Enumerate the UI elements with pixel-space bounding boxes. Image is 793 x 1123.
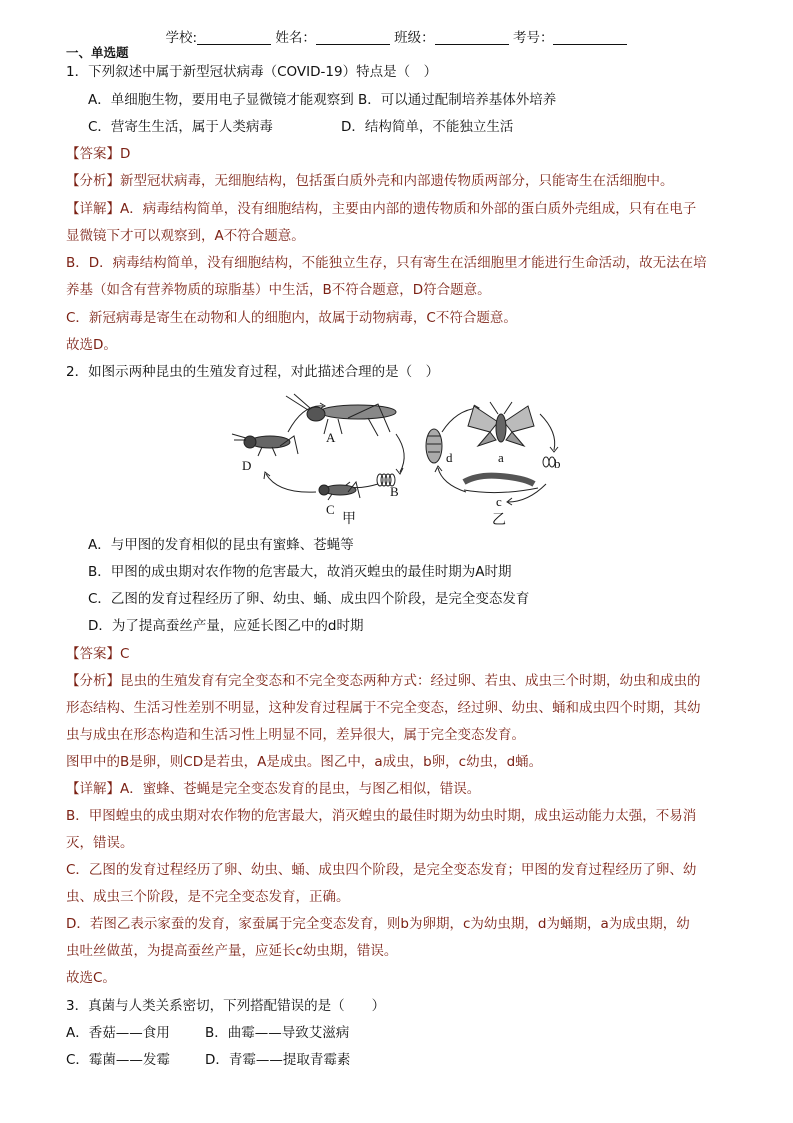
- q3-option-b: B．曲霉——导致艾滋病: [205, 1025, 350, 1041]
- q1-option-d: D．结构简单，不能独立生活: [341, 119, 514, 135]
- q2-detail-3: 灭，错误。: [66, 835, 134, 851]
- q3-option-a: A．香菇——食用: [66, 1025, 170, 1041]
- name-label: 姓名：: [275, 30, 316, 46]
- q2-option-a: A．与甲图的发育相似的昆虫有蜜蜂、苍蝇等: [88, 537, 354, 553]
- figure-jia: [232, 394, 404, 500]
- q1-analysis: 【分析】新型冠状病毒，无细胞结构，包括蛋白质外壳和内部遗传物质两部分，只能寄生在活细胞中。: [66, 173, 674, 189]
- q2-detail-7: 虫吐丝做茧，为提高蚕丝产量，应延长c幼虫期，错误。: [66, 943, 398, 959]
- insect-lifecycle-figure: [228, 392, 568, 530]
- class-blank: [435, 30, 509, 45]
- q2-analysis-1: 【分析】昆虫的生殖发育有完全变态和不完全变态两种方式：经过卵、若虫、成虫三个时期，幼虫和成虫的: [66, 673, 701, 689]
- label-c-upper: C: [326, 502, 335, 517]
- q2-stem: 2．如图示两种昆虫的生殖发育过程，对此描述合理的是（ ）: [66, 364, 440, 380]
- exam-no-label: 考号：: [512, 30, 554, 46]
- q1-options-ab: A．单细胞生物，要用电子显微镜才能观察到 B．可以通过配制培养基体外培养: [88, 92, 557, 108]
- q1-detail-1: 【详解】A．病毒结构简单，没有细胞结构，主要由内部的遗传物质和外部的蛋白质外壳组成，只有在电子: [66, 201, 697, 217]
- q2-analysis-3: 虫与成虫在形态构造和生活习性上明显不同，差异很大，属于完全变态发育。: [66, 727, 525, 743]
- label-jia: 甲: [342, 512, 356, 527]
- exam-no-blank: [553, 30, 627, 45]
- cycle-arrow: [396, 434, 404, 472]
- label-d-lower: d: [446, 450, 453, 465]
- larva-c: [464, 476, 538, 493]
- q2-option-d: D．为了提高蚕丝产量，应延长图乙中的d时期: [88, 618, 364, 634]
- q1-detail-2: 显微镜下才可以观察到，A不符合题意。: [66, 228, 305, 244]
- label-d-upper: D: [242, 458, 252, 473]
- q1-option-c: C．营寄生生活，属于人类病毒: [88, 119, 273, 135]
- q1-detail-4: 养基（如含有营养物质的琼脂基）中生活，B不符合题意，D符合题意。: [66, 282, 491, 298]
- q3-option-d: D．青霉——提取青霉素: [205, 1052, 351, 1068]
- q3-option-c: C．霉菌——发霉: [66, 1052, 170, 1068]
- cycle-arrow: [438, 468, 466, 492]
- label-a-lower: a: [498, 450, 504, 465]
- q2-detail-2: B．甲图蝗虫的成虫期对农作物的危害最大，消灭蝗虫的最佳时期为幼虫时期，成虫运动能力太强，不易消: [66, 808, 697, 824]
- adult-grasshopper-a: [286, 394, 396, 436]
- q1-stem: 1．下列叙述中属于新型冠状病毒（COVID-19）特点是（ ）: [66, 64, 438, 80]
- q2-analysis-4: 图甲中的B是卵，则CD是若虫，A是成虫。图乙中，a成虫，b卵，c幼虫，d蛹。: [66, 754, 543, 770]
- cycle-arrow: [540, 414, 555, 450]
- q1-detail-3: B．D．病毒结构简单，没有细胞结构，不能独立生存，只有寄生在活细胞里才能进行生命活动，故无法在培: [66, 255, 707, 271]
- q1-conclusion: 故选D。: [66, 337, 117, 353]
- q2-analysis-2: 形态结构、生活习性差别不明显，这种发育过程属于不完全变态，经过卵、幼虫、蛹和成虫四个时期，其幼: [66, 700, 701, 716]
- q2-detail-5: 虫、成虫三个阶段，是不完全变态发育，正确。: [66, 889, 350, 905]
- label-b-upper: B: [390, 484, 399, 499]
- q1-detail-5: C．新冠病毒是寄生在动物和人的细胞内，故属于动物病毒，C不符合题意。: [66, 310, 517, 326]
- adult-moth-a: [468, 402, 534, 446]
- school-blank: [197, 30, 271, 45]
- q1-answer: 【答案】D: [66, 146, 131, 162]
- q2-option-b: B．甲图的成虫期对农作物的危害最大，故消灭蝗虫的最佳时期为A时期: [88, 564, 512, 580]
- section-title: 一、单选题: [66, 45, 129, 60]
- q2-conclusion: 故选C。: [66, 970, 116, 986]
- name-blank: [316, 30, 390, 45]
- cycle-arrow: [266, 474, 316, 492]
- q2-detail-6: D．若图乙表示家蚕的发育，家蚕属于完全变态发育，则b为卵期，c为幼虫期，d为蛹期，a为成虫期，幼: [66, 916, 690, 932]
- q3-stem: 3．真菌与人类关系密切，下列搭配错误的是（ ）: [66, 998, 386, 1014]
- label-a-upper: A: [326, 430, 336, 445]
- label-b-lower: b: [554, 456, 561, 471]
- label-c-lower: c: [496, 494, 502, 509]
- q2-detail-4: C．乙图的发育过程经历了卵、幼虫、蛹、成虫四个阶段，是完全变态发育；甲图的发育过程经历了卵、幼: [66, 862, 697, 878]
- q2-answer: 【答案】C: [66, 646, 130, 662]
- label-yi: 乙: [492, 513, 506, 528]
- class-label: 班级：: [394, 30, 435, 46]
- nymph-d: [232, 434, 298, 456]
- q2-option-c: C．乙图的发育过程经历了卵、幼虫、蛹、成虫四个阶段，是完全变态发育: [88, 591, 530, 607]
- nymph-c: [319, 482, 360, 500]
- exam-header: [0, 26, 793, 46]
- pupa-d: [426, 429, 442, 463]
- cycle-arrow: [508, 484, 546, 502]
- school-label: 学校:: [165, 30, 198, 46]
- q2-detail-1: 【详解】A．蜜蜂、苍蝇是完全变态发育的昆虫，与图乙相似，错误。: [66, 781, 481, 797]
